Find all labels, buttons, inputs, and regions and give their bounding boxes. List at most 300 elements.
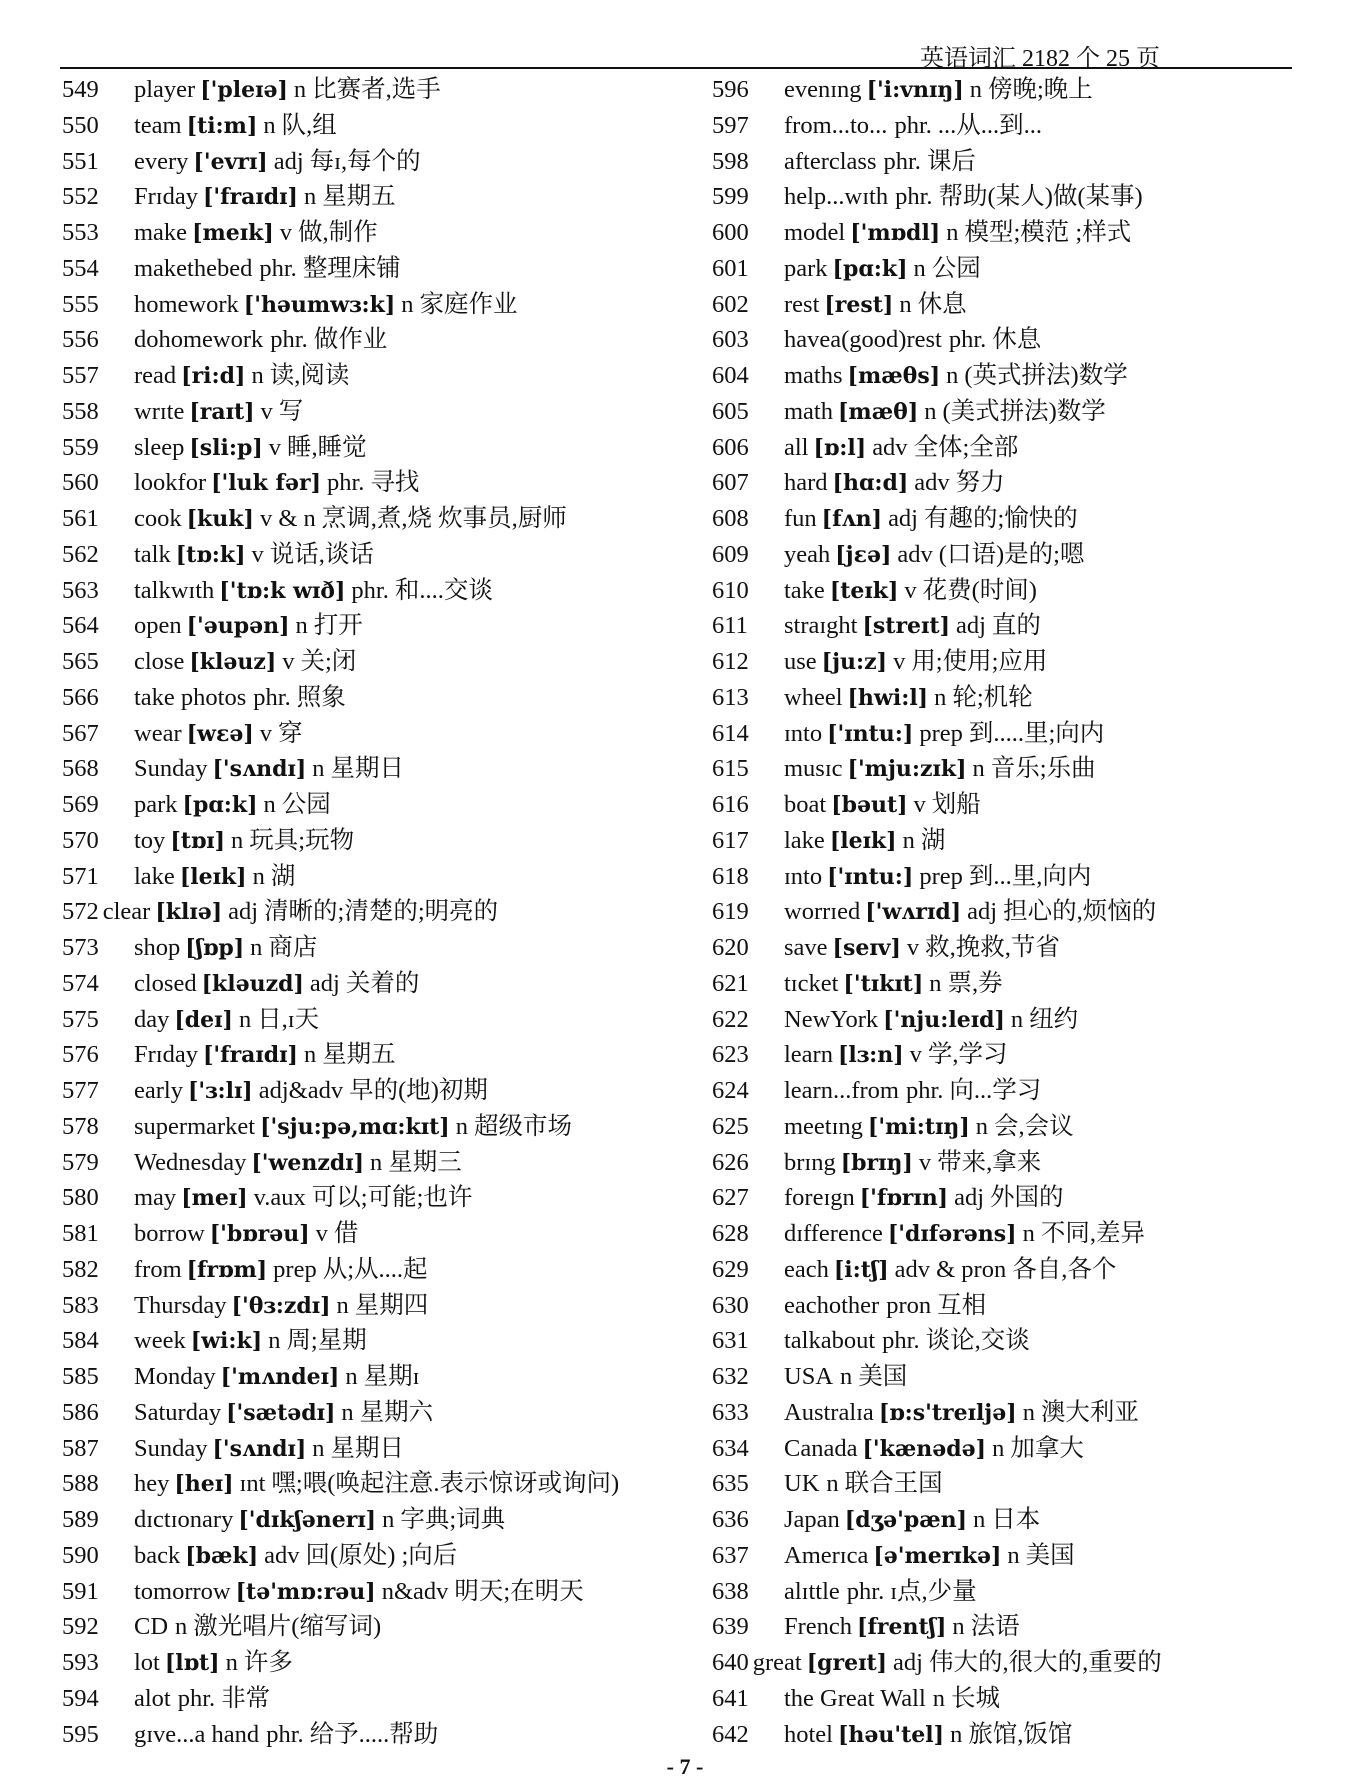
entry-part-of-speech: n	[929, 969, 942, 997]
entry-meaning: 法语	[970, 1613, 1020, 1641]
entry-part-of-speech: n	[293, 76, 307, 103]
entry-word: the Great Wall	[784, 1684, 926, 1712]
entry-meaning: 傍晚;晚上	[987, 76, 1093, 103]
entry-number: 604	[712, 362, 749, 389]
entry-meaning: 到.....里;向内	[968, 719, 1105, 747]
entry-word: Amerɪca	[784, 1541, 869, 1569]
entry-part-of-speech: n	[225, 1649, 238, 1676]
entry-number: 631	[712, 1327, 749, 1355]
entry-number: 549	[62, 76, 99, 103]
entry-part-of-speech: n	[899, 290, 912, 318]
entry-meaning: 模型;模范 ;样式	[964, 219, 1132, 246]
entry-meaning: 谈论,交谈	[925, 1327, 1030, 1355]
entry-number: 553	[62, 219, 99, 246]
entry-part-of-speech: n	[336, 1291, 349, 1319]
entry-word: tɪcket	[784, 969, 839, 997]
entry-word: from	[134, 1255, 182, 1283]
entry-word: park	[784, 254, 828, 282]
entry-phonetic: [ʃɒp]	[185, 935, 245, 961]
entry-part-of-speech: phr.	[895, 183, 933, 211]
entry-number: 566	[62, 683, 99, 711]
entry-word: meetɪng	[784, 1112, 863, 1140]
vocab-entry	[62, 1109, 677, 1145]
entry-part-of-speech: n	[1022, 1398, 1035, 1426]
entry-number: 565	[62, 648, 99, 675]
entry-meaning: 睡,睡觉	[287, 433, 367, 461]
entry-meaning: 早的(地)初期	[349, 1077, 488, 1104]
vocab-entry	[712, 1609, 1312, 1645]
entry-meaning: 会,会议	[994, 1112, 1074, 1140]
entry-word: team	[134, 111, 182, 139]
entry-word: rest	[784, 290, 820, 318]
vocab-entry	[62, 1574, 677, 1610]
entry-number: 578	[62, 1112, 99, 1140]
entry-number: 601	[712, 254, 749, 282]
vocab-entry	[712, 537, 1312, 573]
entry-meaning: 公园	[931, 254, 981, 282]
entry-part-of-speech: n	[251, 362, 264, 389]
entry-number: 624	[712, 1077, 749, 1104]
entry-word: make	[134, 219, 188, 246]
vocab-entry	[62, 1645, 677, 1681]
entry-meaning: 全体;全部	[913, 433, 1019, 461]
entry-word: Frɪday	[134, 183, 198, 211]
entry-number: 613	[712, 683, 749, 711]
entry-meaning: 联合王国	[844, 1470, 943, 1498]
entry-word: wear	[134, 719, 182, 747]
entry-number: 586	[62, 1398, 99, 1426]
entry-phonetic: ['i:vnɪŋ]	[866, 77, 964, 103]
vocab-entry	[712, 1037, 1312, 1073]
entry-part-of-speech: n	[950, 1720, 963, 1748]
entry-part-of-speech: n	[231, 826, 244, 854]
entry-phonetic: [kləuzd]	[201, 970, 304, 997]
entry-phonetic: [heɪ]	[174, 1471, 234, 1498]
entry-part-of-speech: adv	[872, 433, 908, 461]
entry-part-of-speech: v	[909, 1041, 922, 1069]
vocab-entry	[712, 1466, 1312, 1502]
entry-word: homework	[134, 290, 239, 318]
entry-number: 595	[62, 1720, 99, 1748]
entry-part-of-speech: n	[382, 1506, 395, 1533]
entry-meaning: 有趣的;愉快的	[924, 505, 1078, 532]
entry-meaning: 星期六	[359, 1398, 434, 1426]
entry-part-of-speech: n	[370, 1148, 383, 1176]
entry-number: 555	[62, 290, 99, 318]
vocab-entry	[62, 751, 677, 787]
entry-number: 620	[712, 934, 749, 961]
entry-meaning: 星期三	[388, 1148, 462, 1176]
entry-part-of-speech: n	[303, 183, 317, 211]
entry-word: player	[134, 76, 196, 103]
entry-part-of-speech: prep	[919, 862, 963, 890]
entry-meaning: 向...学习	[949, 1077, 1042, 1104]
entry-number: 618	[712, 862, 749, 890]
entry-phonetic: [ti:m]	[186, 112, 258, 139]
entry-phonetic: ['mɒdl]	[850, 220, 941, 246]
entry-part-of-speech: adj&adv	[258, 1077, 344, 1104]
entry-number: 567	[62, 719, 99, 747]
entry-meaning: 寻找	[370, 469, 420, 497]
entry-part-of-speech: v	[893, 648, 906, 675]
entry-meaning: 非常	[221, 1684, 271, 1712]
entry-word: model	[784, 219, 846, 246]
entry-number: 568	[62, 755, 99, 783]
vocab-entry	[712, 1252, 1312, 1288]
entry-word: read	[134, 362, 177, 389]
entry-number: 584	[62, 1327, 99, 1355]
entry-meaning: 烹调,煮,烧 炊事员,厨师	[321, 505, 567, 532]
vocab-entry	[62, 1609, 677, 1645]
entry-meaning: 读,阅读	[269, 362, 350, 389]
entry-word: alɪttle	[784, 1577, 840, 1605]
vocab-entry	[712, 787, 1312, 823]
entry-meaning: 带来,拿来	[937, 1148, 1042, 1176]
entry-meaning: 直的	[991, 612, 1041, 640]
vocab-entry	[62, 966, 677, 1002]
entry-meaning: 做作业	[313, 326, 388, 354]
entry-number: 614	[712, 719, 749, 747]
entry-part-of-speech: adj	[273, 147, 304, 175]
entry-word: early	[134, 1077, 183, 1104]
entry-part-of-speech: n	[973, 1506, 986, 1533]
entry-word: shop	[134, 934, 181, 961]
entry-word: tomorrow	[134, 1577, 231, 1605]
entry-phonetic: [dʒə'pæn]	[844, 1507, 968, 1533]
entry-meaning: 用;使用;应用	[911, 648, 1048, 675]
vocab-entry	[712, 1431, 1312, 1467]
vocab-entry	[62, 394, 677, 430]
entry-number: 626	[712, 1148, 749, 1176]
entry-word: makethebed	[134, 254, 253, 282]
entry-word: Australɪa	[784, 1398, 874, 1426]
entry-phonetic: [rest]	[824, 291, 894, 318]
vocab-entry	[712, 1002, 1312, 1038]
entry-number: 570	[62, 826, 99, 854]
entry-phonetic: [bæk]	[185, 1542, 259, 1569]
entry-number: 603	[712, 326, 749, 354]
vocab-entry	[712, 430, 1312, 466]
entry-number: 632	[712, 1363, 749, 1390]
entry-part-of-speech: n	[268, 1327, 281, 1355]
entry-part-of-speech: n	[946, 362, 959, 389]
entry-phonetic: [tɒ:k]	[175, 541, 246, 568]
entry-part-of-speech: prep	[273, 1255, 317, 1283]
entry-word: take	[784, 576, 825, 604]
entry-part-of-speech: prep	[919, 719, 963, 747]
vocab-entry	[712, 108, 1312, 144]
entry-phonetic: ['luk fər]	[211, 470, 321, 497]
entry-word: straɪght	[784, 612, 858, 640]
entry-phonetic: ['θɜ:zdɪ]	[231, 1292, 331, 1319]
entry-number: 592	[62, 1613, 99, 1641]
entry-word: park	[134, 791, 178, 818]
entry-number: 612	[712, 648, 749, 675]
entry-word: French	[784, 1613, 853, 1641]
entry-word: back	[134, 1541, 181, 1569]
entry-part-of-speech: n	[924, 397, 937, 425]
entry-number: 634	[712, 1434, 749, 1462]
entry-phonetic: ['ɜ:lɪ]	[187, 1078, 253, 1104]
entry-number: 641	[712, 1684, 749, 1712]
entry-phonetic: [ə'merɪkə]	[873, 1542, 1002, 1569]
entry-number: 569	[62, 791, 99, 818]
entry-phonetic: [bəut]	[831, 792, 908, 818]
entry-number: 597	[712, 111, 749, 139]
entry-word: alot	[134, 1684, 171, 1712]
entry-phonetic: ['kænədə]	[862, 1435, 987, 1462]
entry-number: 571	[62, 862, 99, 890]
entry-meaning: 长城	[951, 1684, 1001, 1712]
vocab-entry	[712, 930, 1312, 966]
vocab-entry	[712, 358, 1312, 394]
entry-number: 622	[712, 1005, 749, 1033]
vocab-entry	[62, 608, 677, 644]
entry-meaning: 星期五	[322, 1041, 396, 1069]
entry-meaning: 从;从....起	[322, 1255, 428, 1283]
entry-meaning: 比赛者,选手	[312, 76, 441, 103]
entry-meaning: 家庭作业	[419, 290, 518, 318]
entry-number: 594	[62, 1684, 99, 1712]
entry-word: worrɪed	[784, 898, 861, 926]
vocab-entry	[712, 608, 1312, 644]
entry-phonetic: ['ɪntu:]	[827, 720, 914, 747]
vocab-entry	[712, 751, 1312, 787]
entry-meaning: 穿	[278, 719, 303, 747]
vocab-entry	[712, 1073, 1312, 1109]
entry-phonetic: [kuk]	[186, 506, 254, 532]
entry-number: 579	[62, 1148, 99, 1176]
entry-number: 577	[62, 1077, 99, 1104]
entry-word: sleep	[134, 433, 185, 461]
entry-phonetic: [teɪk]	[829, 577, 899, 604]
entry-word: hotel	[784, 1720, 833, 1748]
entry-part-of-speech: phr.	[270, 326, 308, 354]
entry-part-of-speech: phr.	[266, 1720, 304, 1748]
vocab-entry	[712, 72, 1312, 108]
vocab-entry	[712, 1645, 1312, 1681]
entry-phonetic: ['dɪfərəns]	[887, 1221, 1017, 1247]
entry-part-of-speech: n	[934, 683, 947, 711]
entry-number: 559	[62, 433, 99, 461]
vocab-entry	[62, 716, 677, 752]
entry-meaning: (美式拼法)数学	[942, 397, 1106, 425]
entry-number: 598	[712, 147, 749, 175]
entry-word: help...wɪth	[784, 183, 889, 211]
vocab-entry	[712, 179, 1312, 215]
entry-part-of-speech: n	[1007, 1541, 1020, 1569]
entry-part-of-speech: phr.	[883, 147, 921, 175]
entry-word: afterclass	[784, 147, 877, 175]
entry-number: 615	[712, 755, 749, 783]
entry-word: gɪve...a hand	[134, 1720, 260, 1748]
entry-meaning: 音乐;乐曲	[990, 755, 1096, 783]
entry-phonetic: [ɒ:l]	[813, 434, 867, 461]
entry-phonetic: ['həumwɜ:k]	[243, 291, 396, 318]
entry-phonetic: [hɑ:d]	[832, 470, 909, 497]
entry-word: boat	[784, 791, 827, 818]
entry-meaning: 星期日	[330, 1434, 405, 1462]
entry-number: 593	[62, 1649, 99, 1676]
entry-number: 573	[62, 934, 99, 961]
vocab-entry	[712, 1395, 1312, 1431]
vocab-entry	[712, 144, 1312, 180]
entry-meaning: 休息	[917, 290, 967, 318]
entry-number: 616	[712, 791, 749, 818]
entry-phonetic: [mæθ]	[838, 398, 919, 425]
entry-word: learn	[784, 1041, 833, 1069]
vocab-entry	[62, 251, 677, 287]
entry-part-of-speech: adj	[967, 898, 998, 926]
entry-phonetic: ['tɪkɪt]	[843, 970, 924, 997]
vocab-entry	[62, 823, 677, 859]
entry-meaning: 澳大利亚	[1040, 1398, 1139, 1426]
entry-part-of-speech: v	[918, 1148, 932, 1176]
entry-word: lot	[134, 1649, 160, 1676]
entry-number: 628	[712, 1220, 749, 1247]
entry-phonetic: [tə'mɒ:rəu]	[235, 1578, 376, 1605]
vocab-entry	[712, 1216, 1312, 1252]
entry-number: 550	[62, 111, 99, 139]
entry-word: close	[134, 648, 185, 675]
page-number: - 7 -	[666, 1754, 704, 1779]
entry-meaning: (口语)是的;嗯	[938, 540, 1085, 568]
entry-word: dɪfference	[784, 1220, 883, 1247]
entry-phonetic: [sli:p]	[189, 434, 263, 461]
entry-phonetic: [mæθs]	[847, 363, 941, 389]
entry-word: Thursday	[134, 1291, 227, 1319]
entry-phonetic: [deɪ]	[174, 1006, 233, 1033]
vocab-entry	[62, 644, 677, 680]
entry-part-of-speech: n	[946, 219, 959, 246]
header-title: 英语词汇 2182 个 25 页	[920, 46, 1160, 72]
entry-part-of-speech: n	[932, 1684, 946, 1712]
entry-number: 627	[712, 1184, 749, 1212]
entry-phonetic: ['pleɪə]	[200, 77, 288, 103]
entry-word: dɪctɪonary	[134, 1506, 234, 1533]
entry-phonetic: ['ɪntu:]	[827, 863, 914, 890]
entry-phonetic: ['sʌndɪ]	[212, 1435, 307, 1462]
vocab-entry	[712, 501, 1312, 537]
entry-word: math	[784, 397, 833, 425]
entry-meaning: ɪ点,少量	[890, 1577, 977, 1605]
entry-number: 587	[62, 1434, 99, 1462]
entry-part-of-speech: n	[1022, 1220, 1035, 1247]
entry-number: 583	[62, 1291, 99, 1319]
entry-part-of-speech: n	[952, 1613, 965, 1641]
entry-phonetic: ['mʌndeɪ]	[220, 1364, 340, 1390]
entry-meaning: 玩具;玩物	[249, 826, 355, 854]
entry-phonetic: ['sʌndɪ]	[212, 756, 307, 783]
entry-part-of-speech: adj	[309, 969, 340, 997]
entry-meaning: 互相	[937, 1291, 987, 1319]
entry-number: 552	[62, 183, 99, 211]
entry-part-of-speech: pron	[886, 1291, 932, 1319]
entry-part-of-speech: phr.	[253, 683, 291, 711]
entry-word: USA	[784, 1363, 834, 1390]
vocab-entry	[712, 716, 1312, 752]
entry-word: yeah	[784, 540, 831, 568]
entry-meaning: 美国	[1025, 1541, 1075, 1569]
entry-phonetic: [lɒt]	[164, 1650, 220, 1676]
entry-word: hey	[134, 1470, 170, 1498]
entry-part-of-speech: n	[840, 1363, 853, 1390]
entry-meaning: 花费(时间)	[922, 576, 1037, 604]
entry-number: 630	[712, 1291, 749, 1319]
entry-word: clear	[102, 898, 151, 926]
entry-meaning: 课后	[926, 147, 976, 175]
entry-meaning: 到...里,向内	[968, 862, 1092, 890]
vocab-column-left	[62, 72, 677, 1752]
entry-part-of-speech: v	[260, 397, 273, 425]
vocab-entry	[62, 787, 677, 823]
vocab-entry	[712, 1323, 1312, 1359]
vocab-entry	[712, 644, 1312, 680]
vocab-entry	[712, 1502, 1312, 1538]
entry-meaning: 各自,各个	[1012, 1255, 1117, 1283]
entry-number: 561	[62, 505, 99, 532]
page-header	[60, 38, 1292, 72]
entry-part-of-speech: v	[913, 791, 926, 818]
entry-word: use	[784, 648, 817, 675]
entry-phonetic: [fʌn]	[821, 506, 883, 532]
entry-word: fun	[784, 505, 817, 532]
entry-word: Sunday	[134, 755, 208, 783]
vocab-entry	[62, 1252, 677, 1288]
entry-phonetic: [pɑ:k]	[832, 255, 908, 282]
vocab-entry	[62, 1002, 677, 1038]
vocab-entry	[62, 1717, 677, 1753]
entry-word: from...to...	[784, 111, 888, 139]
entry-number: 580	[62, 1184, 99, 1212]
vocab-entry	[712, 394, 1312, 430]
entry-phonetic: [klɪə]	[155, 899, 223, 926]
entry-word: Monday	[134, 1363, 216, 1390]
entry-number: 642	[712, 1720, 749, 1748]
entry-number: 558	[62, 397, 99, 425]
vocab-entry	[712, 680, 1312, 716]
vocab-entry	[62, 501, 677, 537]
entry-meaning: 整理床铺	[302, 254, 401, 282]
entry-word: lake	[134, 862, 175, 890]
entry-word: closed	[134, 969, 197, 997]
entry-meaning: 可以;可能;也许	[311, 1184, 473, 1212]
entry-part-of-speech: v.aux	[253, 1184, 306, 1212]
entry-number: 576	[62, 1041, 99, 1069]
entry-phonetic: [brɪŋ]	[840, 1149, 913, 1176]
entry-word: lookfor	[134, 469, 207, 497]
entry-number: 575	[62, 1005, 99, 1033]
entry-meaning: 字典;词典	[400, 1506, 506, 1533]
entry-phonetic: [lɜ:n]	[837, 1042, 904, 1069]
entry-part-of-speech: n	[312, 1434, 325, 1462]
entry-word: take photos	[134, 683, 247, 711]
vocab-entry	[712, 322, 1312, 358]
entry-phonetic: [kləuz]	[189, 649, 277, 675]
vocab-entry	[62, 1216, 677, 1252]
entry-part-of-speech: n	[341, 1398, 354, 1426]
entry-word: save	[784, 934, 828, 961]
entry-phonetic: ['mju:zɪk]	[847, 756, 967, 783]
entry-meaning: 救,挽救,节省	[925, 934, 1060, 961]
entry-part-of-speech: n	[992, 1434, 1005, 1462]
entry-meaning: 关着的	[345, 969, 420, 997]
entry-meaning: 星期日	[330, 755, 405, 783]
entry-meaning: 担心的,烦恼的	[1003, 898, 1157, 926]
vocab-entry	[712, 287, 1312, 323]
entry-meaning: 明天;在明天	[454, 1577, 584, 1605]
entry-phonetic: ['mi:tɪŋ]	[867, 1113, 970, 1140]
